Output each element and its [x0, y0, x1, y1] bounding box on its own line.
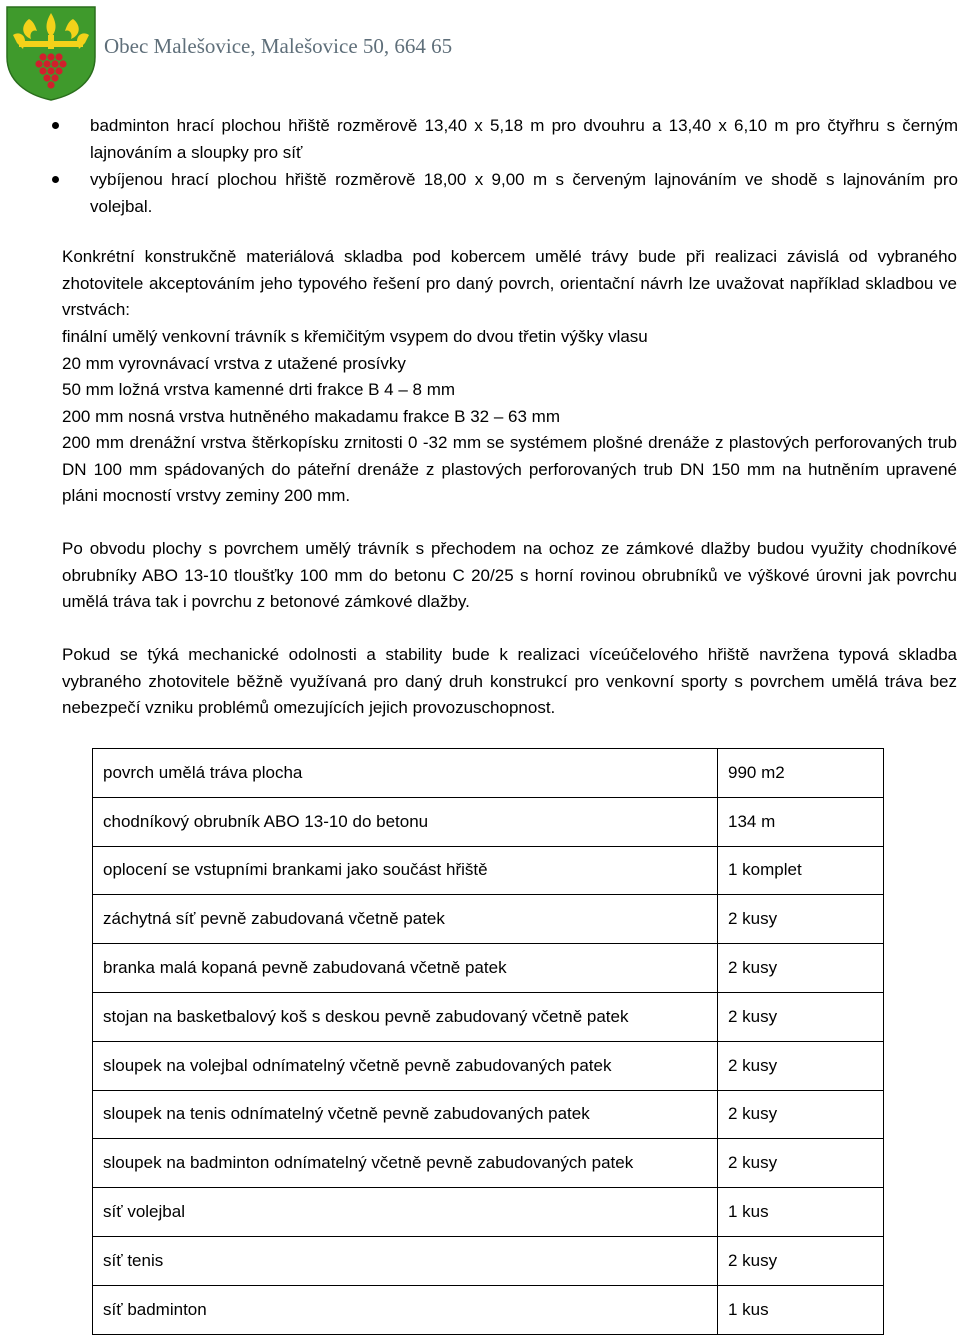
layer-item: finální umělý venkovní trávník s křemičitým vsypem do dvou třetin výšky vlasu — [62, 327, 648, 346]
bullet-item: vybíjenou hrací plochou hřiště rozměrově 18,00 x 9,00 m s červeným lajnováním ve shodě s lajnováním pro volejbal. — [50, 166, 958, 220]
municipal-crest-logo — [5, 5, 97, 101]
layer-item: 200 mm nosná vrstva hutněného makadamu frakce B 32 – 63 mm — [62, 406, 560, 426]
paragraph-curbs: Po obvodu plochy s povrchem umělý trávník s přechodem na ochoz ze zámkové dlažby budou využity chodníkové obrubníky ABO 13-10 tloušťky 100 mm do betonu C 20/25 s horní rovinou obrubníků ve výškové úrovni jak povrchu umělá tráva tak i povrchu z betonové zámkové dlažby. — [62, 539, 957, 611]
item-qty: 990 m2 — [718, 749, 884, 798]
item-name: branka malá kopaná pevně zabudovaná včetně patek — [93, 944, 718, 993]
item-qty: 1 komplet — [718, 846, 884, 895]
item-name: sloupek na badminton odnímatelný včetně pevně zabudovaných patek — [93, 1139, 718, 1188]
table-row — [93, 797, 884, 846]
header-title: Obec Malešovice, Malešovice 50, 664 65 — [104, 34, 453, 58]
layer-item: 200 mm drenážní vrstva štěrkopísku zrnitosti 0 -32 mm se systémem plošné drenáže z plastových perforovaných trub DN 100 mm spádovaných do páteřní drenáže z plastových perforovaných trub DN 150 mm na hutněním upravené pláni mocností vrstvy zeminy 200 mm. — [62, 433, 957, 505]
table-row — [93, 1285, 884, 1334]
item-qty: 1 kus — [718, 1285, 884, 1334]
layer-item: 50 mm ložná vrstva kamenné drti frakce B 4 – 8 mm — [62, 380, 456, 399]
item-name: povrch umělá tráva plocha — [93, 749, 718, 798]
items-table — [92, 748, 884, 1335]
item-name: záchytná síť pevně zabudovaná včetně patek — [93, 895, 718, 944]
table-row — [93, 749, 884, 798]
item-qty: 2 kusy — [718, 1139, 884, 1188]
item-name: oplocení se vstupními brankami jako součást hřiště — [93, 846, 718, 895]
table-row — [93, 846, 884, 895]
item-name: sloupek na volejbal odnímatelný včetně pevně zabudovaných patek — [93, 1041, 718, 1090]
table-row — [93, 1090, 884, 1139]
paragraph-stability: Pokud se týká mechanické odolnosti a stability bude k realizaci víceúčelového hřiště navržena typová skladba vybraného zhotovitele běžně využívaná pro daný druh konstrukcí pro venkovní sporty s povrchem umělá tráva bez nebezpečí vzniku problémů omezujících jejich provozuschopnost. — [62, 645, 957, 717]
table-row — [93, 944, 884, 993]
item-qty: 2 kusy — [718, 944, 884, 993]
layer-list — [62, 324, 957, 510]
bullet-list — [50, 112, 958, 220]
table-row — [93, 1139, 884, 1188]
table-row — [93, 1041, 884, 1090]
item-qty: 2 kusy — [718, 992, 884, 1041]
item-name: chodníkový obrubník ABO 13-10 do betonu — [93, 797, 718, 846]
paragraph-composition: Konkrétní konstrukčně materiálová skladba pod kobercem umělé trávy bude při realizaci závislá od vybraného zhotovitele akceptováním jeho typového řešení pro daný povrch, orientační návrh lze uvažovat například skladbou ve vrstvách: — [62, 247, 957, 319]
item-qty: 2 kusy — [718, 1090, 884, 1139]
table-row — [93, 992, 884, 1041]
item-name: sloupek na tenis odnímatelný včetně pevně zabudovaných patek — [93, 1090, 718, 1139]
item-name: stojan na basketbalový koš s deskou pevně zabudovaný včetně patek — [93, 992, 718, 1041]
item-qty: 2 kusy — [718, 1236, 884, 1285]
item-qty: 2 kusy — [718, 1041, 884, 1090]
item-qty: 2 kusy — [718, 895, 884, 944]
item-qty: 134 m — [718, 797, 884, 846]
item-name: síť volejbal — [93, 1188, 718, 1237]
bullet-item: badminton hrací plochou hřiště rozměrově 13,40 x 5,18 m pro dvouhru a 13,40 x 6,10 m pro čtyřhru s černým lajnováním a sloupky pro síť — [50, 112, 958, 166]
item-qty: 1 kus — [718, 1188, 884, 1237]
item-name: síť badminton — [93, 1285, 718, 1334]
layer-item: 20 mm vyrovnávací vrstva z utažené prosívky — [62, 353, 406, 373]
table-row — [93, 1236, 884, 1285]
page-header — [0, 0, 960, 105]
table-row — [93, 895, 884, 944]
item-name: síť tenis — [93, 1236, 718, 1285]
table-row — [93, 1188, 884, 1237]
